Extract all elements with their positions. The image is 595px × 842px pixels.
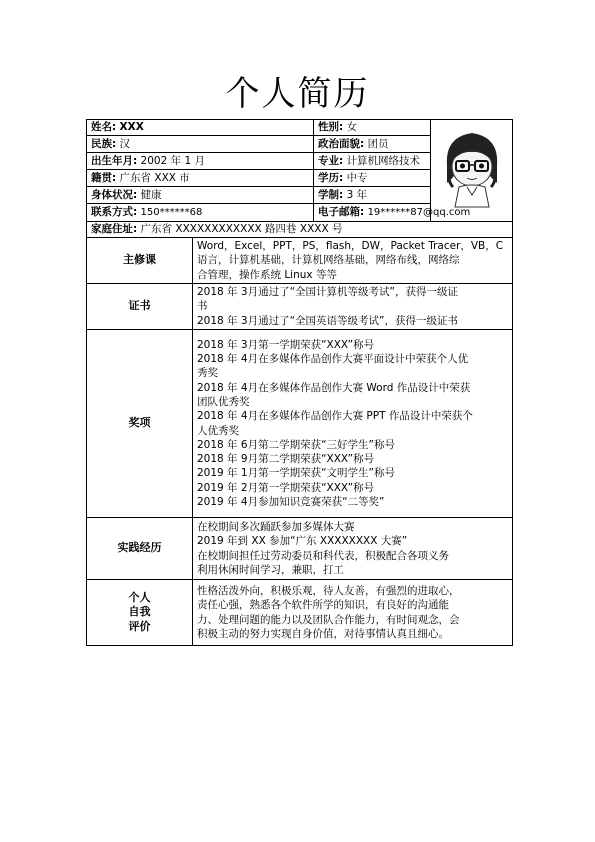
political-value: 团员 — [367, 137, 389, 150]
gender-cell — [314, 120, 431, 136]
phone-value: 150******68 — [140, 206, 203, 218]
major-label: 专业: — [318, 154, 344, 167]
award-line: 秀奖 — [197, 367, 218, 380]
address-label: 家庭住址: — [91, 223, 138, 236]
award-line: 人优秀奖 — [197, 424, 239, 437]
award-line: 2018 年 3月第一学期荣获“XXX”称号 — [197, 338, 375, 351]
award-line: 团队优秀奖 — [197, 395, 250, 408]
major-value: 计算机网络技术 — [346, 154, 421, 167]
practice-line: 在校期间担任过劳动委员和科代表，积极配合各项义务 — [197, 549, 449, 562]
email-value: 19******87@qq.com — [367, 206, 471, 218]
practice-line: 利用休闲时间学习，兼职，打工 — [197, 563, 344, 576]
resume-title: 个人简历 — [225, 74, 370, 114]
origin-label: 籍贯: — [91, 171, 117, 184]
political-label: 政治面貌: — [318, 137, 365, 150]
award-line: 2018 年 6月第二学期荣获“三好学生”称号 — [197, 438, 395, 451]
birth-cell — [87, 153, 314, 170]
self-eval-content — [193, 580, 513, 646]
birth-label: 出生年月: — [91, 154, 138, 167]
practice-content — [193, 518, 513, 580]
email-cell — [314, 204, 471, 222]
self-eval-label-line: 评价 — [128, 619, 151, 633]
self-eval-label-line: 自我 — [128, 605, 151, 619]
ethnicity-cell — [87, 136, 314, 153]
award-line: 2018 年 4月在多媒体作品创作大赛 Word 作品设计中荣获 — [197, 381, 471, 394]
certificates-content — [193, 284, 513, 330]
origin-value: 广东省 XXX 市 — [119, 171, 190, 184]
duration-cell — [314, 187, 431, 204]
phone-label: 联系方式: — [91, 205, 138, 218]
gender-label: 性别: — [318, 121, 344, 134]
origin-cell — [87, 170, 314, 187]
gender-value: 女 — [346, 121, 358, 134]
major-cell — [314, 153, 431, 170]
self-eval-line: 积极主动的努力实现自身价值，对待事情认真且细心。 — [197, 627, 449, 640]
courses-label: 主修课 — [87, 238, 193, 284]
self-eval-label-line: 个人 — [128, 591, 151, 605]
phone-cell — [87, 204, 314, 222]
courses-line: Word，Excel，PPT，PS，flash，DW，Packet Tracer，VB，C — [197, 240, 504, 253]
self-eval-line: 力、处理问题的能力以及团队合作能力，有时间观念，会 — [197, 613, 460, 626]
name-value: XXX — [119, 121, 144, 134]
education-label: 学历: — [318, 171, 344, 184]
self-eval-label — [87, 580, 193, 646]
political-cell — [314, 136, 431, 153]
birth-value: 2002 年 1 月 — [140, 154, 205, 167]
name-label: 姓名: — [91, 121, 117, 134]
health-label: 身体状况: — [91, 188, 138, 201]
education-value: 中专 — [346, 171, 368, 184]
resume-table — [86, 119, 513, 646]
award-line: 2019 年 1月第一学期荣获“文明学生”称号 — [197, 467, 395, 480]
awards-label: 奖项 — [87, 330, 193, 518]
avatar — [437, 125, 507, 211]
practice-line: 在校期间多次踊跃参加多媒体大赛 — [197, 520, 355, 533]
duration-value: 3 年 — [346, 188, 368, 201]
awards-content — [193, 330, 513, 518]
ethnicity-value: 汉 — [119, 137, 131, 150]
courses-content — [193, 238, 513, 284]
address-cell — [87, 222, 513, 238]
practice-line: 2019 年到 XX 参加“广东 XXXXXXXX 大赛” — [197, 535, 408, 548]
certificate-line: 2018 年 3月通过了“全国英语等级考试”，获得一级证书 — [197, 314, 458, 327]
ethnicity-label: 民族: — [91, 137, 117, 150]
courses-line: 语言，计算机基础，计算机网络基础，网络布线，网络综 — [197, 254, 460, 267]
practice-label: 实践经历 — [87, 518, 193, 580]
award-line: 2019 年 2月第一学期荣获“XXX”称号 — [197, 481, 375, 494]
certificate-line: 书 — [197, 300, 208, 313]
health-value: 健康 — [140, 188, 162, 201]
award-line: 2018 年 9月第二学期荣获“XXX”称号 — [197, 453, 375, 466]
email-label: 电子邮箱: — [318, 205, 365, 218]
award-line: 2019 年 4月参加知识竞赛荣获“二等奖” — [197, 495, 385, 508]
health-cell — [87, 187, 314, 204]
certificates-label: 证书 — [87, 284, 193, 330]
self-eval-line: 责任心强，熟悉各个软件所学的知识，有良好的沟通能 — [197, 599, 449, 612]
self-eval-line: 性格活泼外向，积极乐观，待人友善，有强烈的进取心， — [197, 584, 460, 597]
duration-label: 学制: — [318, 188, 344, 201]
education-cell — [314, 170, 431, 187]
award-line: 2018 年 4月在多媒体作品创作大赛 PPT 作品设计中荣获个 — [197, 410, 473, 423]
name-cell — [87, 120, 314, 136]
courses-line: 合管理，操作系统 Linux 等等 — [197, 268, 337, 281]
award-line: 2018 年 4月在多媒体作品创作大赛平面设计中荣获个人优 — [197, 353, 469, 366]
certificate-line: 2018 年 3月通过了“全国计算机等级考试”，获得一级证 — [197, 286, 458, 299]
address-value: 广东省 XXXXXXXXXXXX 路四巷 XXXX 号 — [140, 223, 343, 236]
